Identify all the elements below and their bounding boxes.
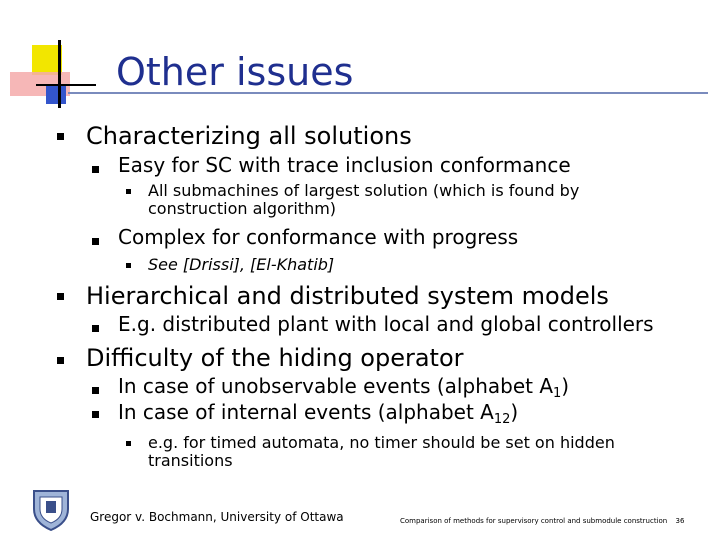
bullet-marker: [57, 293, 64, 300]
bullet-text-end: ): [561, 374, 570, 398]
footer-author: Gregor v. Bochmann, University of Ottawa: [90, 510, 344, 524]
alphabet-subscript: 12: [493, 411, 511, 427]
bullet-marker: [92, 325, 99, 332]
footer-course-title: Comparison of methods for supervisory control and submodule construction: [400, 517, 668, 525]
bullet-text: Hierarchical and distributed system models: [86, 282, 609, 310]
bullet-marker: [57, 357, 64, 364]
alphabet-subscript: 1: [553, 385, 562, 401]
bullet-marker: [57, 133, 64, 140]
slide-title: Other issues: [116, 50, 354, 94]
bullet-text-end: ): [510, 400, 519, 424]
university-logo: [28, 487, 74, 531]
bullet-text: Characterizing all solutions: [86, 122, 412, 150]
bullet-marker: [126, 263, 131, 268]
bullet-marker: [92, 411, 99, 418]
bullet-text-main: In case of internal events (alphabet A: [118, 400, 494, 424]
bullet-text: Easy for SC with trace inclusion conformance: [118, 153, 571, 177]
bullet-marker: [92, 387, 99, 394]
page-number: 36: [675, 517, 685, 525]
bullet-marker: [126, 189, 131, 194]
bullet-text: Complex for conformance with progress: [118, 225, 519, 249]
bullet-text: [118, 400, 518, 427]
bullet-text: [118, 374, 569, 401]
bullet-marker: [92, 166, 99, 173]
bullet-text: See [Drissi], [El-Khatib]: [148, 255, 335, 274]
footer-course: [400, 517, 684, 525]
bullet-text: E.g. distributed plant with local and global controllers: [118, 312, 654, 336]
bullet-text: All submachines of largest solution (which is found by construction algorithm): [148, 181, 580, 218]
bullet-marker: [92, 238, 99, 245]
bullet-text-main: In case of unobservable events (alphabet A: [118, 374, 553, 398]
bullet-text: e.g. for timed automata, no timer should be set on hidden transitions: [148, 433, 615, 470]
bullet-text: Difficulty of the hiding operator: [86, 344, 464, 372]
bullet-marker: [126, 441, 131, 446]
